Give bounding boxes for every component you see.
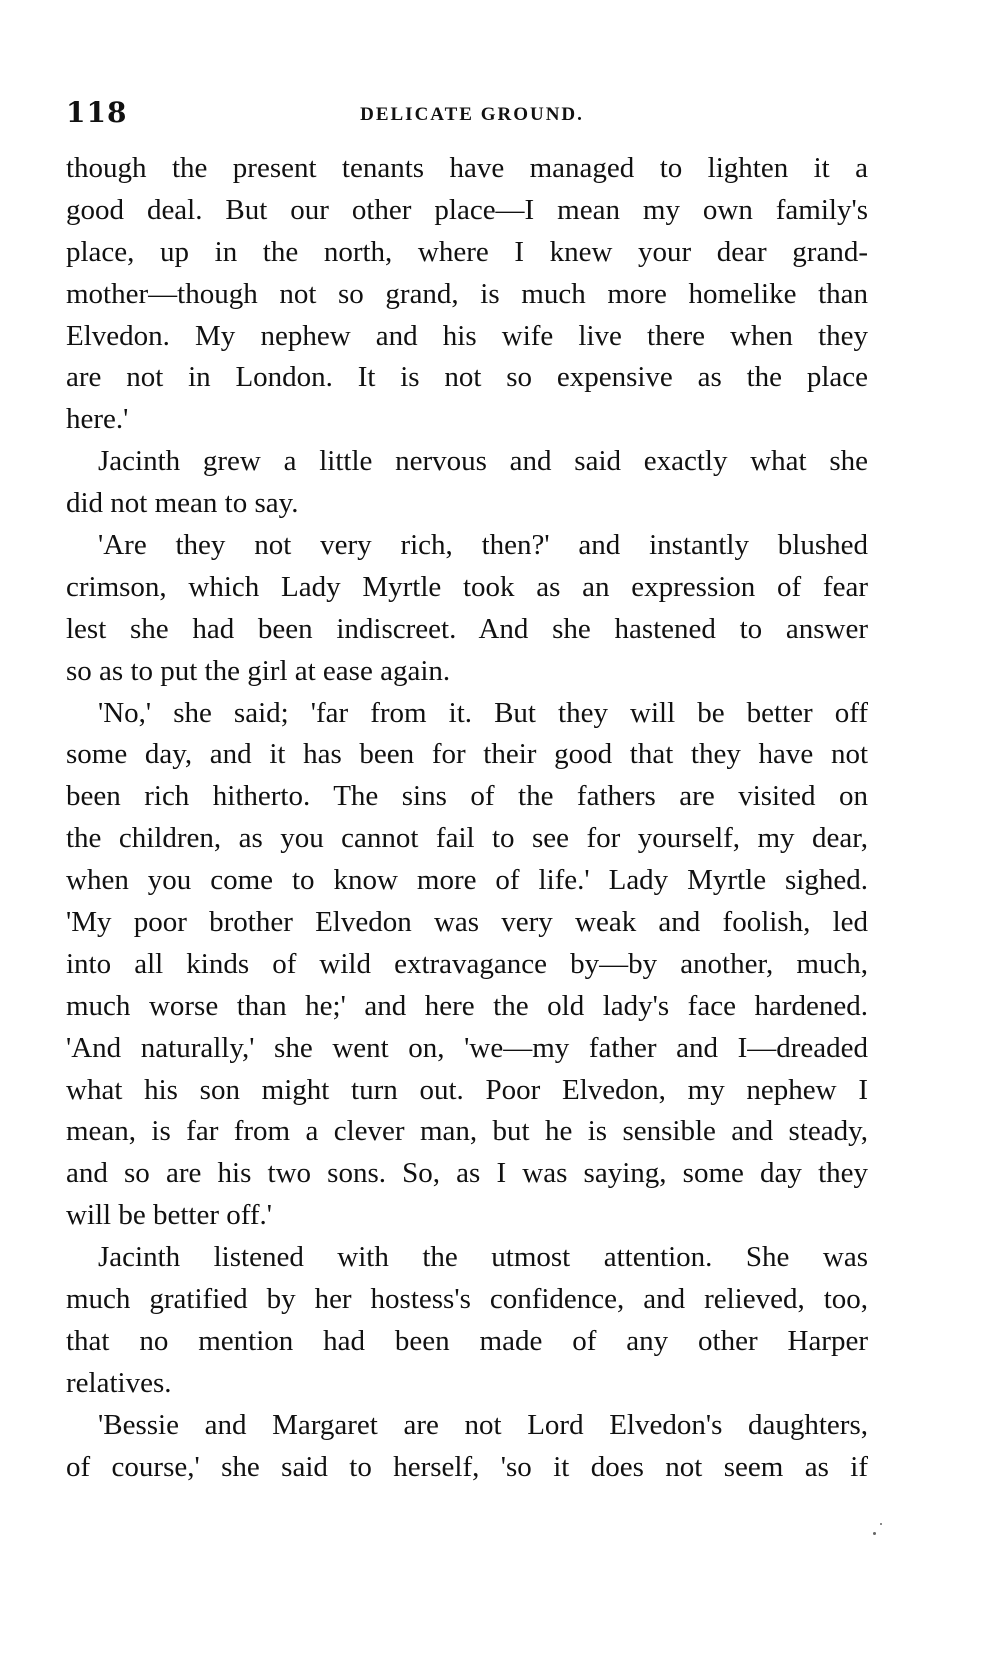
page-number: 118	[66, 96, 128, 129]
text-line: 'Are they not very rich, then?' and instantly blushed	[98, 529, 868, 562]
page-header	[66, 96, 878, 136]
text-line: though the present tenants have managed to lighten it a	[66, 152, 868, 184]
text-line: what his son might turn out. Poor Elvedon, my nephew I	[66, 1073, 868, 1106]
text-line: that no mention had been made of any other Harper	[66, 1324, 868, 1357]
text-line: Elvedon. My nephew and his wife live there when they	[66, 319, 868, 352]
text-line: when you come to know more of life.' Lady Myrtle sighed.	[66, 864, 868, 897]
text-line: 'My poor brother Elvedon was very weak and foolish, led	[66, 906, 868, 939]
text-line: some day, and it has been for their good that they have not	[66, 738, 868, 771]
text-line: been rich hitherto. The sins of the fathers are visited on	[66, 780, 868, 813]
text-line: here.'	[66, 403, 129, 436]
body-text	[66, 148, 868, 1489]
text-line: lest she had been indiscreet. And she hastened to answer	[66, 612, 868, 645]
text-line: into all kinds of wild extravagance by—by another, much,	[66, 947, 868, 980]
paper-speck	[873, 1532, 876, 1535]
text-line: of course,' she said to herself, 'so it does not seem as if	[66, 1450, 868, 1483]
text-line: relatives.	[66, 1366, 172, 1399]
text-line: mean, is far from a clever man, but he is sensible and steady,	[66, 1115, 868, 1148]
text-line: will be better off.'	[66, 1199, 273, 1232]
text-line: so as to put the girl at ease again.	[66, 654, 451, 687]
text-line: did not mean to say.	[66, 487, 299, 520]
text-line: and so are his two sons. So, as I was saying, some day they	[66, 1157, 868, 1190]
text-line: 'No,' she said; 'far from it. But they will be better off	[98, 696, 868, 729]
text-line: place, up in the north, where I knew your dear grand-	[66, 235, 868, 268]
running-head: DELICATE GROUND.	[360, 104, 584, 125]
text-line: much worse than he;' and here the old lady's face hardened.	[66, 989, 868, 1022]
text-line: much gratified by her hostess's confidence, and relieved, too,	[66, 1283, 868, 1316]
text-line: the children, as you cannot fail to see for yourself, my dear,	[66, 822, 868, 855]
text-line: Jacinth listened with the utmost attention. She was	[98, 1241, 868, 1274]
text-line: are not in London. It is not so expensive as the place	[66, 361, 868, 394]
text-line: crimson, which Lady Myrtle took as an expression of fear	[66, 570, 868, 603]
text-line: 'Bessie and Margaret are not Lord Elvedon's daughters,	[98, 1408, 868, 1441]
text-line: Jacinth grew a little nervous and said exactly what she	[98, 445, 868, 478]
text-line: 'And naturally,' she went on, 'we—my father and I—dreaded	[66, 1031, 868, 1064]
paper-speck	[880, 1523, 882, 1525]
text-line: mother—though not so grand, is much more homelike than	[66, 277, 868, 310]
text-line: good deal. But our other place—I mean my own family's	[66, 193, 868, 226]
